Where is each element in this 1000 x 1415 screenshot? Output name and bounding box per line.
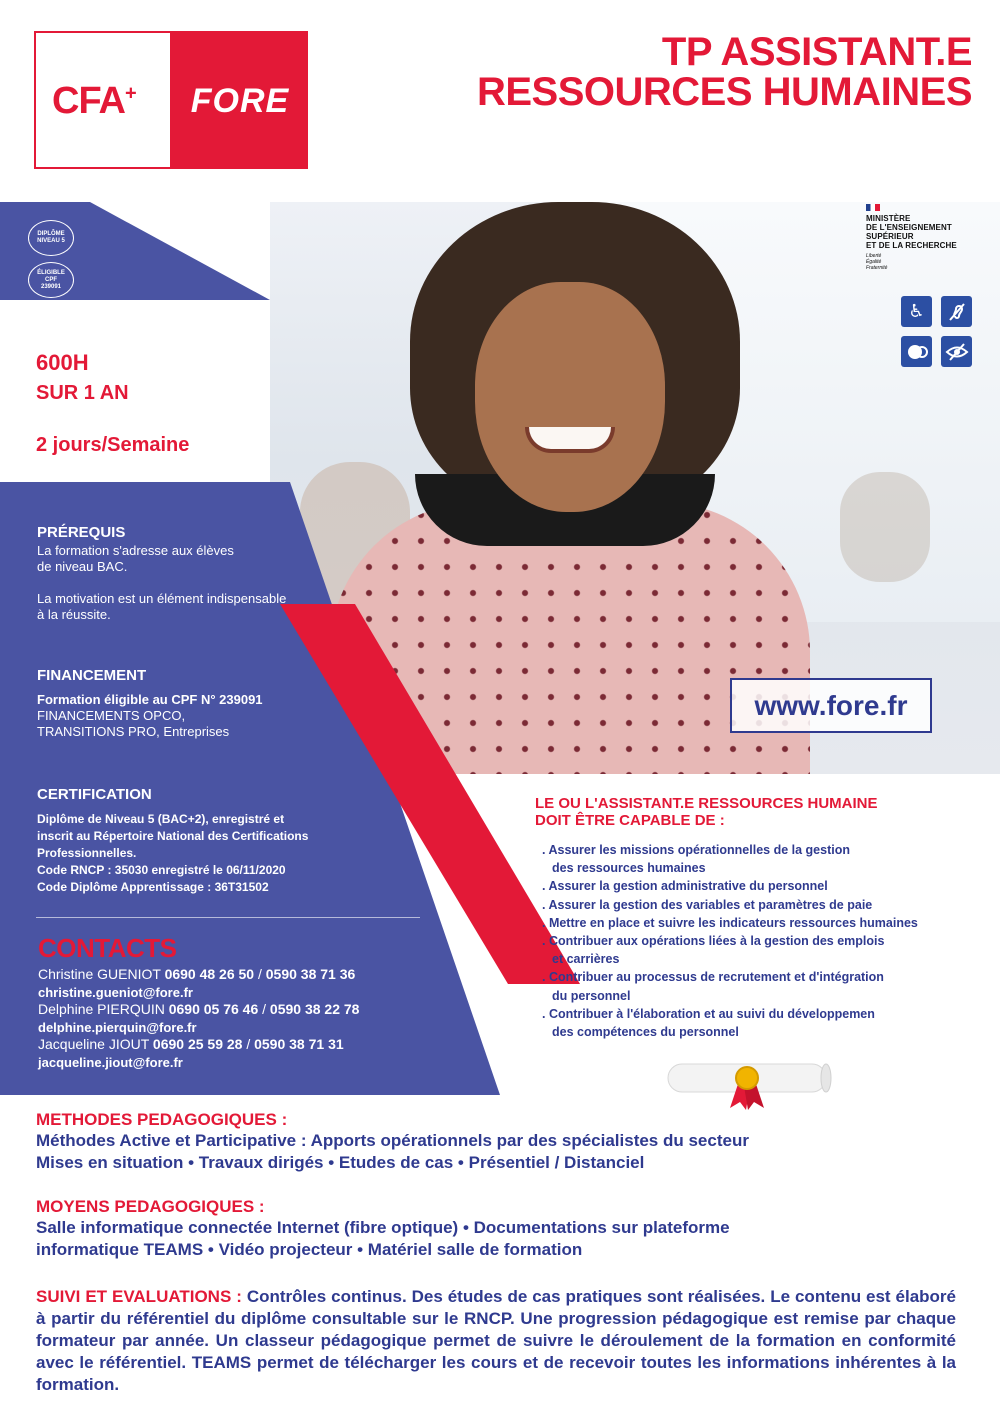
list-item: des ressources humaines	[552, 861, 706, 876]
suivi-text: Contrôles continus. Des études de cas pratiques sont réalisées. Le contenu est élaboré à partir du référentiel du diplôme consultable sur le RNCP. Une progression pédagogique est remise par chaque formateur par année. Un classeur pédagogique permet de suivre le déroulement de la formation en conformité avec le référentiel. TEAMS permet de télécharger les cours et de recevoir toutes les informations inhérentes à la formation.	[36, 1287, 956, 1394]
skills-section	[535, 795, 985, 1041]
ministry-line: DE L'ENSEIGNEMENT	[866, 223, 952, 232]
contact-phone[interactable]: 0690 05 76 46	[168, 1001, 259, 1017]
list-item: . Assurer les missions opérationnelles de la gestion	[542, 843, 850, 857]
ministry-motto: Égalité	[866, 259, 882, 265]
list-item: du personnel	[552, 988, 631, 1003]
logo-fore: FORE	[190, 82, 290, 120]
contact-email[interactable]: delphine.pierquin@fore.fr	[38, 1019, 197, 1035]
ministry-line: ET DE LA RECHERCHE	[866, 241, 957, 250]
contact-phone[interactable]: 0590 38 71 31	[254, 1036, 344, 1052]
list-item: . Contribuer au processus de recrutement et d'intégration	[542, 970, 884, 985]
moyens-line: informatique TEAMS • Vidéo projecteur • Matériel salle de formation	[36, 1240, 583, 1259]
ministry-line: MINISTÈRE	[866, 214, 911, 223]
certification-line: Professionnelles.	[37, 846, 137, 860]
wheelchair-icon: ♿	[901, 296, 932, 327]
diploma-level-badge: DIPLÔME NIVEAU 5	[28, 220, 74, 256]
page-title	[477, 32, 972, 112]
divider	[36, 917, 420, 918]
contact-phone[interactable]: 0590 38 71 36	[265, 966, 356, 982]
moyens-section	[36, 1197, 966, 1261]
list-item: des compétences du personnel	[552, 1025, 739, 1040]
skills-title-2: DOIT ÊTRE CAPABLE DE :	[535, 812, 725, 829]
contact-line: Christine GUENIOT 0690 48 26 50 / 0590 38 71 36	[38, 966, 356, 982]
duration-span: SUR 1 AN	[36, 382, 129, 404]
contact-email[interactable]: christine.gueniot@fore.fr	[38, 984, 193, 1000]
section-title: PRÉREQUIS	[37, 524, 126, 541]
contact-line: Jacqueline JIOUT 0690 25 59 28 / 0590 38 71 31	[38, 1036, 344, 1052]
ministry-motto: Liberté	[866, 253, 882, 259]
certification-line: Diplôme de Niveau 5 (BAC+2), enregistré et	[37, 812, 285, 826]
mental-disability-icon	[901, 336, 932, 367]
list-item: et carrières	[552, 952, 620, 967]
methodes-line: Mises en situation • Travaux dirigés • Etudes de cas • Présentiel / Distanciel	[36, 1153, 645, 1172]
methodes-line: Méthodes Active et Participative : Apports opérationnels par des spécialistes du secteur	[36, 1131, 749, 1150]
section-title: MOYENS PEDAGOGIQUES :	[36, 1197, 265, 1216]
certification-section	[37, 786, 397, 896]
suivi-section	[36, 1286, 956, 1396]
skills-list	[535, 841, 985, 1041]
skills-title-1: LE OU L'ASSISTANT.E RESSOURCES HUMAINE	[535, 795, 878, 812]
logo-cfa: CFA+	[52, 80, 136, 122]
financement-line: FINANCEMENTS OPCO,	[37, 708, 186, 723]
methodes-section	[36, 1110, 966, 1174]
logo-plus: +	[125, 82, 136, 105]
section-title: METHODES PEDAGOGIQUES :	[36, 1110, 288, 1129]
certification-line: Code RNCP : 35030 enregistré le 06/11/2020	[37, 863, 286, 877]
contact-phone[interactable]: 0690 25 59 28	[152, 1036, 243, 1052]
contact-line: Delphine PIERQUIN 0690 05 76 46 / 0590 38 22 78	[38, 1001, 360, 1017]
list-item: . Contribuer à l'élaboration et au suivi du développemen	[542, 1006, 875, 1021]
contact-phone[interactable]: 0590 38 22 78	[269, 1001, 360, 1017]
photo-smile	[525, 427, 615, 453]
list-item: . Assurer la gestion des variables et paramètres de paie	[542, 897, 873, 912]
photo-background-person	[840, 472, 930, 582]
photo-face	[475, 282, 665, 512]
financement-line: TRANSITIONS PRO, Entreprises	[37, 724, 230, 739]
contacts-section	[38, 933, 458, 1071]
french-flag-icon	[866, 204, 880, 211]
contact-phone[interactable]: 0690 48 26 50	[164, 966, 255, 982]
visual-impairment-icon	[941, 336, 972, 367]
title-line-2: RESSOURCES HUMAINES	[476, 70, 972, 114]
certification-line: Code Diplôme Apprentissage : 36T31502	[37, 880, 269, 894]
list-item: . Mettre en place et suivre les indicateurs ressources humaines	[542, 915, 918, 930]
financement-cpf: Formation éligible au CPF N° 239091	[37, 692, 263, 707]
prerequis-text-2: La motivation est un élément indispensable à la réussite.	[37, 591, 287, 622]
cpf-eligible-badge: ÉLIGIBLE CPF 239091	[28, 262, 74, 298]
ministry-logo	[866, 204, 986, 271]
list-item: . Assurer la gestion administrative du personnel	[542, 879, 828, 894]
financement-section	[37, 667, 327, 740]
duration-rhythm: 2 jours/Semaine	[36, 434, 190, 456]
list-item: . Contribuer aux opérations liées à la gestion des emplois	[542, 934, 885, 949]
hearing-icon	[941, 296, 972, 327]
certification-line: inscrit au Répertoire National des Certifications	[37, 829, 309, 843]
contacts-title: CONTACTS	[38, 933, 177, 963]
section-title: CERTIFICATION	[37, 786, 152, 803]
title-line-1: TP ASSISTANT.E	[661, 30, 972, 74]
diploma-scroll-icon	[662, 1058, 832, 1112]
prerequis-section	[37, 524, 297, 623]
prerequis-text-1: La formation s'adresse aux élèves de niveau BAC.	[37, 543, 234, 574]
section-title: SUIVI ET EVALUATIONS :	[36, 1287, 242, 1306]
website-link[interactable]: www.fore.fr	[730, 678, 932, 733]
section-title: FINANCEMENT	[37, 667, 147, 684]
ministry-motto: Fraternité	[866, 265, 888, 271]
ministry-line: SUPÉRIEUR	[866, 232, 914, 241]
moyens-line: Salle informatique connectée Internet (fibre optique) • Documentations sur plateforme	[36, 1218, 730, 1237]
contact-email[interactable]: jacqueline.jiout@fore.fr	[38, 1054, 183, 1070]
duration-hours: 600H	[36, 350, 89, 375]
